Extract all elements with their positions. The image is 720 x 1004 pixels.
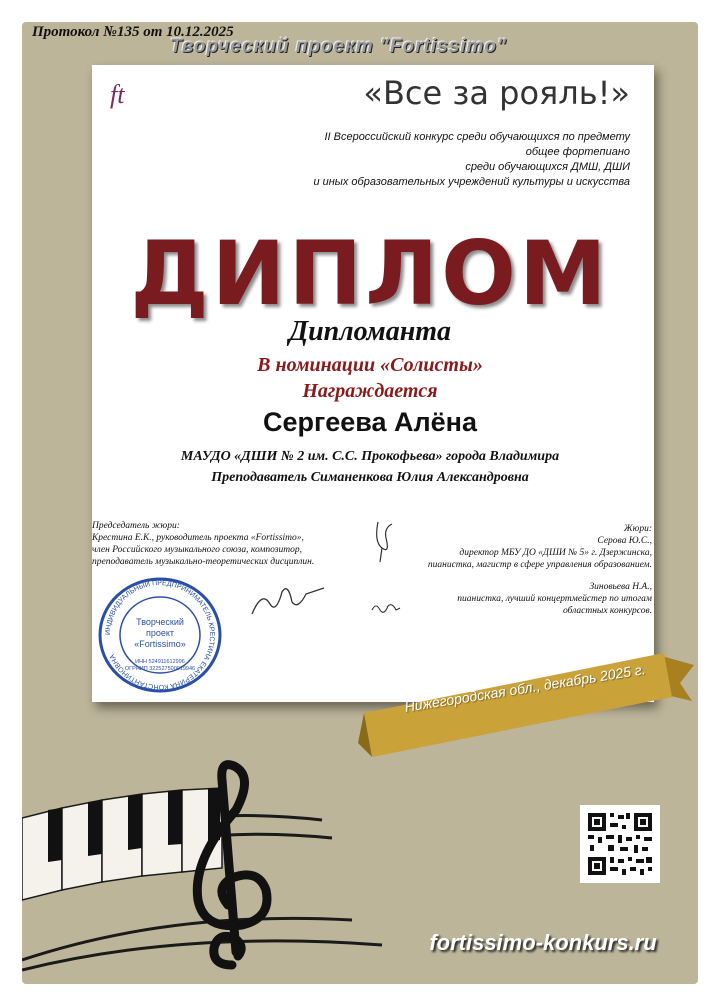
stamp-center-line: «Fortissimo» (134, 639, 186, 649)
jury-block (380, 523, 652, 617)
stamp-ogrnip: ОГРНИП 322527500019946 (124, 666, 196, 672)
winner-name: Сергеева Алёна (262, 407, 478, 437)
chair-line: преподаватель музыкально-теоретических дисциплин. (92, 557, 315, 567)
fortissimo-logo (110, 82, 150, 126)
jury-member-line: областных конкурсов. (562, 606, 652, 616)
jury-signature-2 (370, 598, 402, 618)
jury-title: Жюри: (623, 524, 652, 534)
qr-code[interactable] (580, 805, 660, 883)
protocol-number: Протокол №135 от 10.12.2025 (32, 24, 234, 40)
subtitle-line: среди обучающихся ДМШ, ДШИ (465, 161, 630, 173)
stamp-ring-text: ИНДИВИДУАЛЬНЫЙ ПРЕДПРИНИМАТЕЛЬ КРЕСТИНА ЕКАТЕРИНА КОНСТАНТИНОВНА (104, 579, 216, 691)
subtitle-line: общее фортепиано (525, 146, 630, 158)
jury-signature-1 (368, 518, 398, 566)
diploma-heading: ДИПЛОМ (130, 222, 610, 325)
jury-chair-block (92, 520, 362, 568)
stamp-center-line: проект (145, 628, 175, 638)
subtitle-line: и иных образовательных учреждений культуры и искусства (313, 176, 630, 188)
chair-signature (248, 580, 328, 620)
website-link[interactable]: fortissimo-konkurs.ru (429, 930, 657, 955)
stamp-inn: ИНН 524911612996 (135, 659, 185, 665)
teacher-name: Преподаватель Симаненкова Юлия Александровна (211, 470, 529, 485)
jury-member-line: директор МБУ ДО «ДШИ № 5» г. Дзержинска, (459, 548, 652, 558)
school-name: МАУДО «ДШИ № 2 им. С.С. Прокофьева» города Владимира (180, 449, 560, 464)
chair-line: член Российского музыкального союза, композитор, (92, 545, 302, 555)
diploma-degree: Дипломанта (288, 316, 452, 347)
ribbon-location-date: Нижегородская обл., декабрь 2025 г. (403, 661, 647, 715)
stamp-center-line: Творческий (136, 617, 184, 627)
chair-line: Крестина Е.К., руководитель проекта «Fortissimo», (92, 533, 304, 543)
logo-mark: ft (110, 80, 125, 109)
chair-line: Председатель жюри: (92, 521, 180, 531)
contest-subtitle (300, 130, 630, 190)
jury-member-line: пианистка, лучший концертмейстер по итогам (457, 594, 652, 604)
contest-name: «Все за рояль!» (363, 74, 630, 112)
jury-member-line: Серова Ю.С., (597, 536, 652, 546)
jury-member-line: пианистка, магистр в сфере управления образованием. (427, 560, 652, 570)
piano-keys-clef-illustration (22, 760, 442, 984)
nomination: В номинации «Солисты» (257, 354, 483, 376)
jury-member-line: Зиновьева Н.А., (589, 582, 652, 592)
awarded-label: Награждается (302, 380, 438, 402)
subtitle-line: II Всероссийский конкурс среди обучающихся по предмету (324, 131, 630, 143)
jury-spacer (380, 571, 652, 581)
official-stamp (96, 575, 224, 695)
project-title: Творческий проект "Fortissimo" (170, 36, 508, 57)
